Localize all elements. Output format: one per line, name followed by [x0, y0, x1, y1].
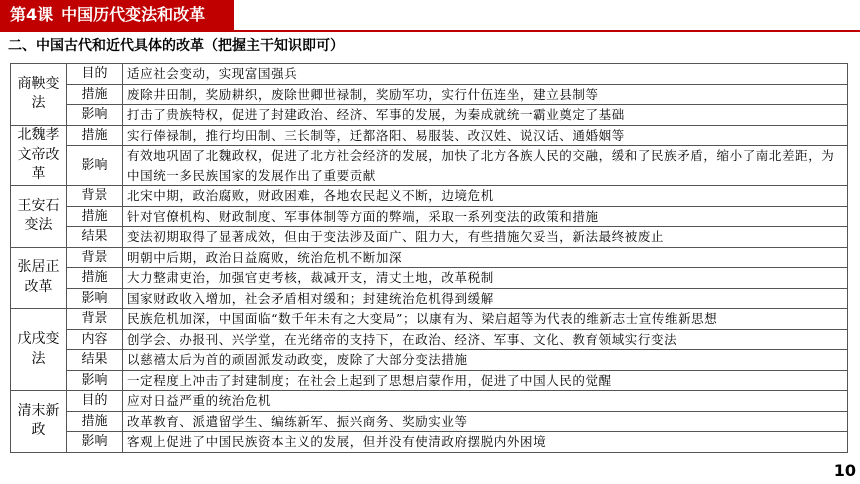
row-category: 背景 [67, 309, 123, 330]
row-content: 明朝中后期，政治日益腐败，统治危机不断加深 [123, 247, 848, 268]
row-category: 结果 [67, 350, 123, 371]
title-underline [0, 30, 860, 32]
reform-name: 戊戌变法 [11, 309, 67, 391]
table-row [11, 350, 848, 371]
table-row [11, 432, 848, 453]
row-category: 影响 [67, 288, 123, 309]
table-row [11, 268, 848, 289]
table-row [11, 227, 848, 248]
table-row [11, 370, 848, 391]
row-content: 实行俸禄制，推行均田制、三长制等，迁都洛阳、易服装、改汉姓、说汉话、通婚姻等 [123, 125, 848, 146]
reform-name: 商鞅变法 [11, 64, 67, 126]
table-row [11, 411, 848, 432]
row-content: 创学会、办报刊、兴学堂，在光绪帝的支持下，在政治、经济、军事、文化、教育领域实行变法 [123, 329, 848, 350]
row-content: 有效地巩固了北魏政权，促进了北方社会经济的发展，加快了北方各族人民的交融，缓和了民族矛盾，缩小了南北差距，为中国统一多民族国家的发展作出了重要贡献 [123, 146, 848, 186]
row-category: 影响 [67, 370, 123, 391]
table-row [11, 105, 848, 126]
reform-name: 清末新政 [11, 391, 67, 453]
row-category: 影响 [67, 432, 123, 453]
row-content: 应对日益严重的统治危机 [123, 391, 848, 412]
table-row [11, 186, 848, 207]
row-content: 废除井田制，奖励耕织，废除世卿世禄制，奖励军功，实行什伍连坐，建立县制等 [123, 84, 848, 105]
reform-name: 王安石变法 [11, 186, 67, 248]
table-row [11, 309, 848, 330]
row-content: 一定程度上冲击了封建制度；在社会上起到了思想启蒙作用，促进了中国人民的觉醒 [123, 370, 848, 391]
row-category: 措施 [67, 206, 123, 227]
row-content: 客观上促进了中国民族资本主义的发展，但并没有使清政府摆脱内外困境 [123, 432, 848, 453]
table-row [11, 391, 848, 412]
row-content: 打击了贵族特权，促进了封建政治、经济、军事的发展，为秦成就统一霸业奠定了基础 [123, 105, 848, 126]
table-row [11, 329, 848, 350]
row-category: 措施 [67, 84, 123, 105]
table-row [11, 206, 848, 227]
row-content: 适应社会变动，实现富国强兵 [123, 64, 848, 85]
table-row [11, 288, 848, 309]
lesson-title-bar [0, 0, 234, 30]
row-category: 内容 [67, 329, 123, 350]
reform-name: 北魏孝文帝改革 [11, 125, 67, 186]
row-category: 措施 [67, 125, 123, 146]
row-content: 国家财政收入增加，社会矛盾相对缓和；封建统治危机得到缓解 [123, 288, 848, 309]
row-content: 大力整肃吏治，加强官吏考核，裁减开支，清丈土地，改革税制 [123, 268, 848, 289]
lesson-number: 第4课 [10, 5, 54, 24]
reform-table [10, 63, 848, 453]
row-category: 影响 [67, 146, 123, 186]
row-content: 民族危机加深，中国面临“数千年未有之大变局”；以康有为、梁启超等为代表的维新志士宣传维新思想 [123, 309, 848, 330]
row-category: 背景 [67, 186, 123, 207]
table-row [11, 146, 848, 186]
row-category: 措施 [67, 268, 123, 289]
table-row [11, 247, 848, 268]
row-category: 措施 [67, 411, 123, 432]
row-content: 改革教育、派遣留学生、编练新军、振兴商务、奖励实业等 [123, 411, 848, 432]
row-category: 目的 [67, 64, 123, 85]
lesson-title: 中国历代变法和改革 [61, 5, 206, 24]
page-number: 10 [833, 461, 856, 480]
section-subtitle: 二、中国古代和近代具体的改革（把握主干知识即可） [8, 38, 344, 54]
row-content: 以慈禧太后为首的顽固派发动政变，废除了大部分变法措施 [123, 350, 848, 371]
row-category: 结果 [67, 227, 123, 248]
row-category: 背景 [67, 247, 123, 268]
row-content: 针对官僚机构、财政制度、军事体制等方面的弊端，采取一系列变法的政策和措施 [123, 206, 848, 227]
row-content: 北宋中期，政治腐败，财政困难，各地农民起义不断，边境危机 [123, 186, 848, 207]
row-category: 影响 [67, 105, 123, 126]
reform-name: 张居正改革 [11, 247, 67, 309]
row-content: 变法初期取得了显著成效，但由于变法涉及面广、阻力大，有些措施欠妥当，新法最终被废止 [123, 227, 848, 248]
table-row [11, 84, 848, 105]
table-row [11, 125, 848, 146]
row-category: 目的 [67, 391, 123, 412]
table-row [11, 64, 848, 85]
